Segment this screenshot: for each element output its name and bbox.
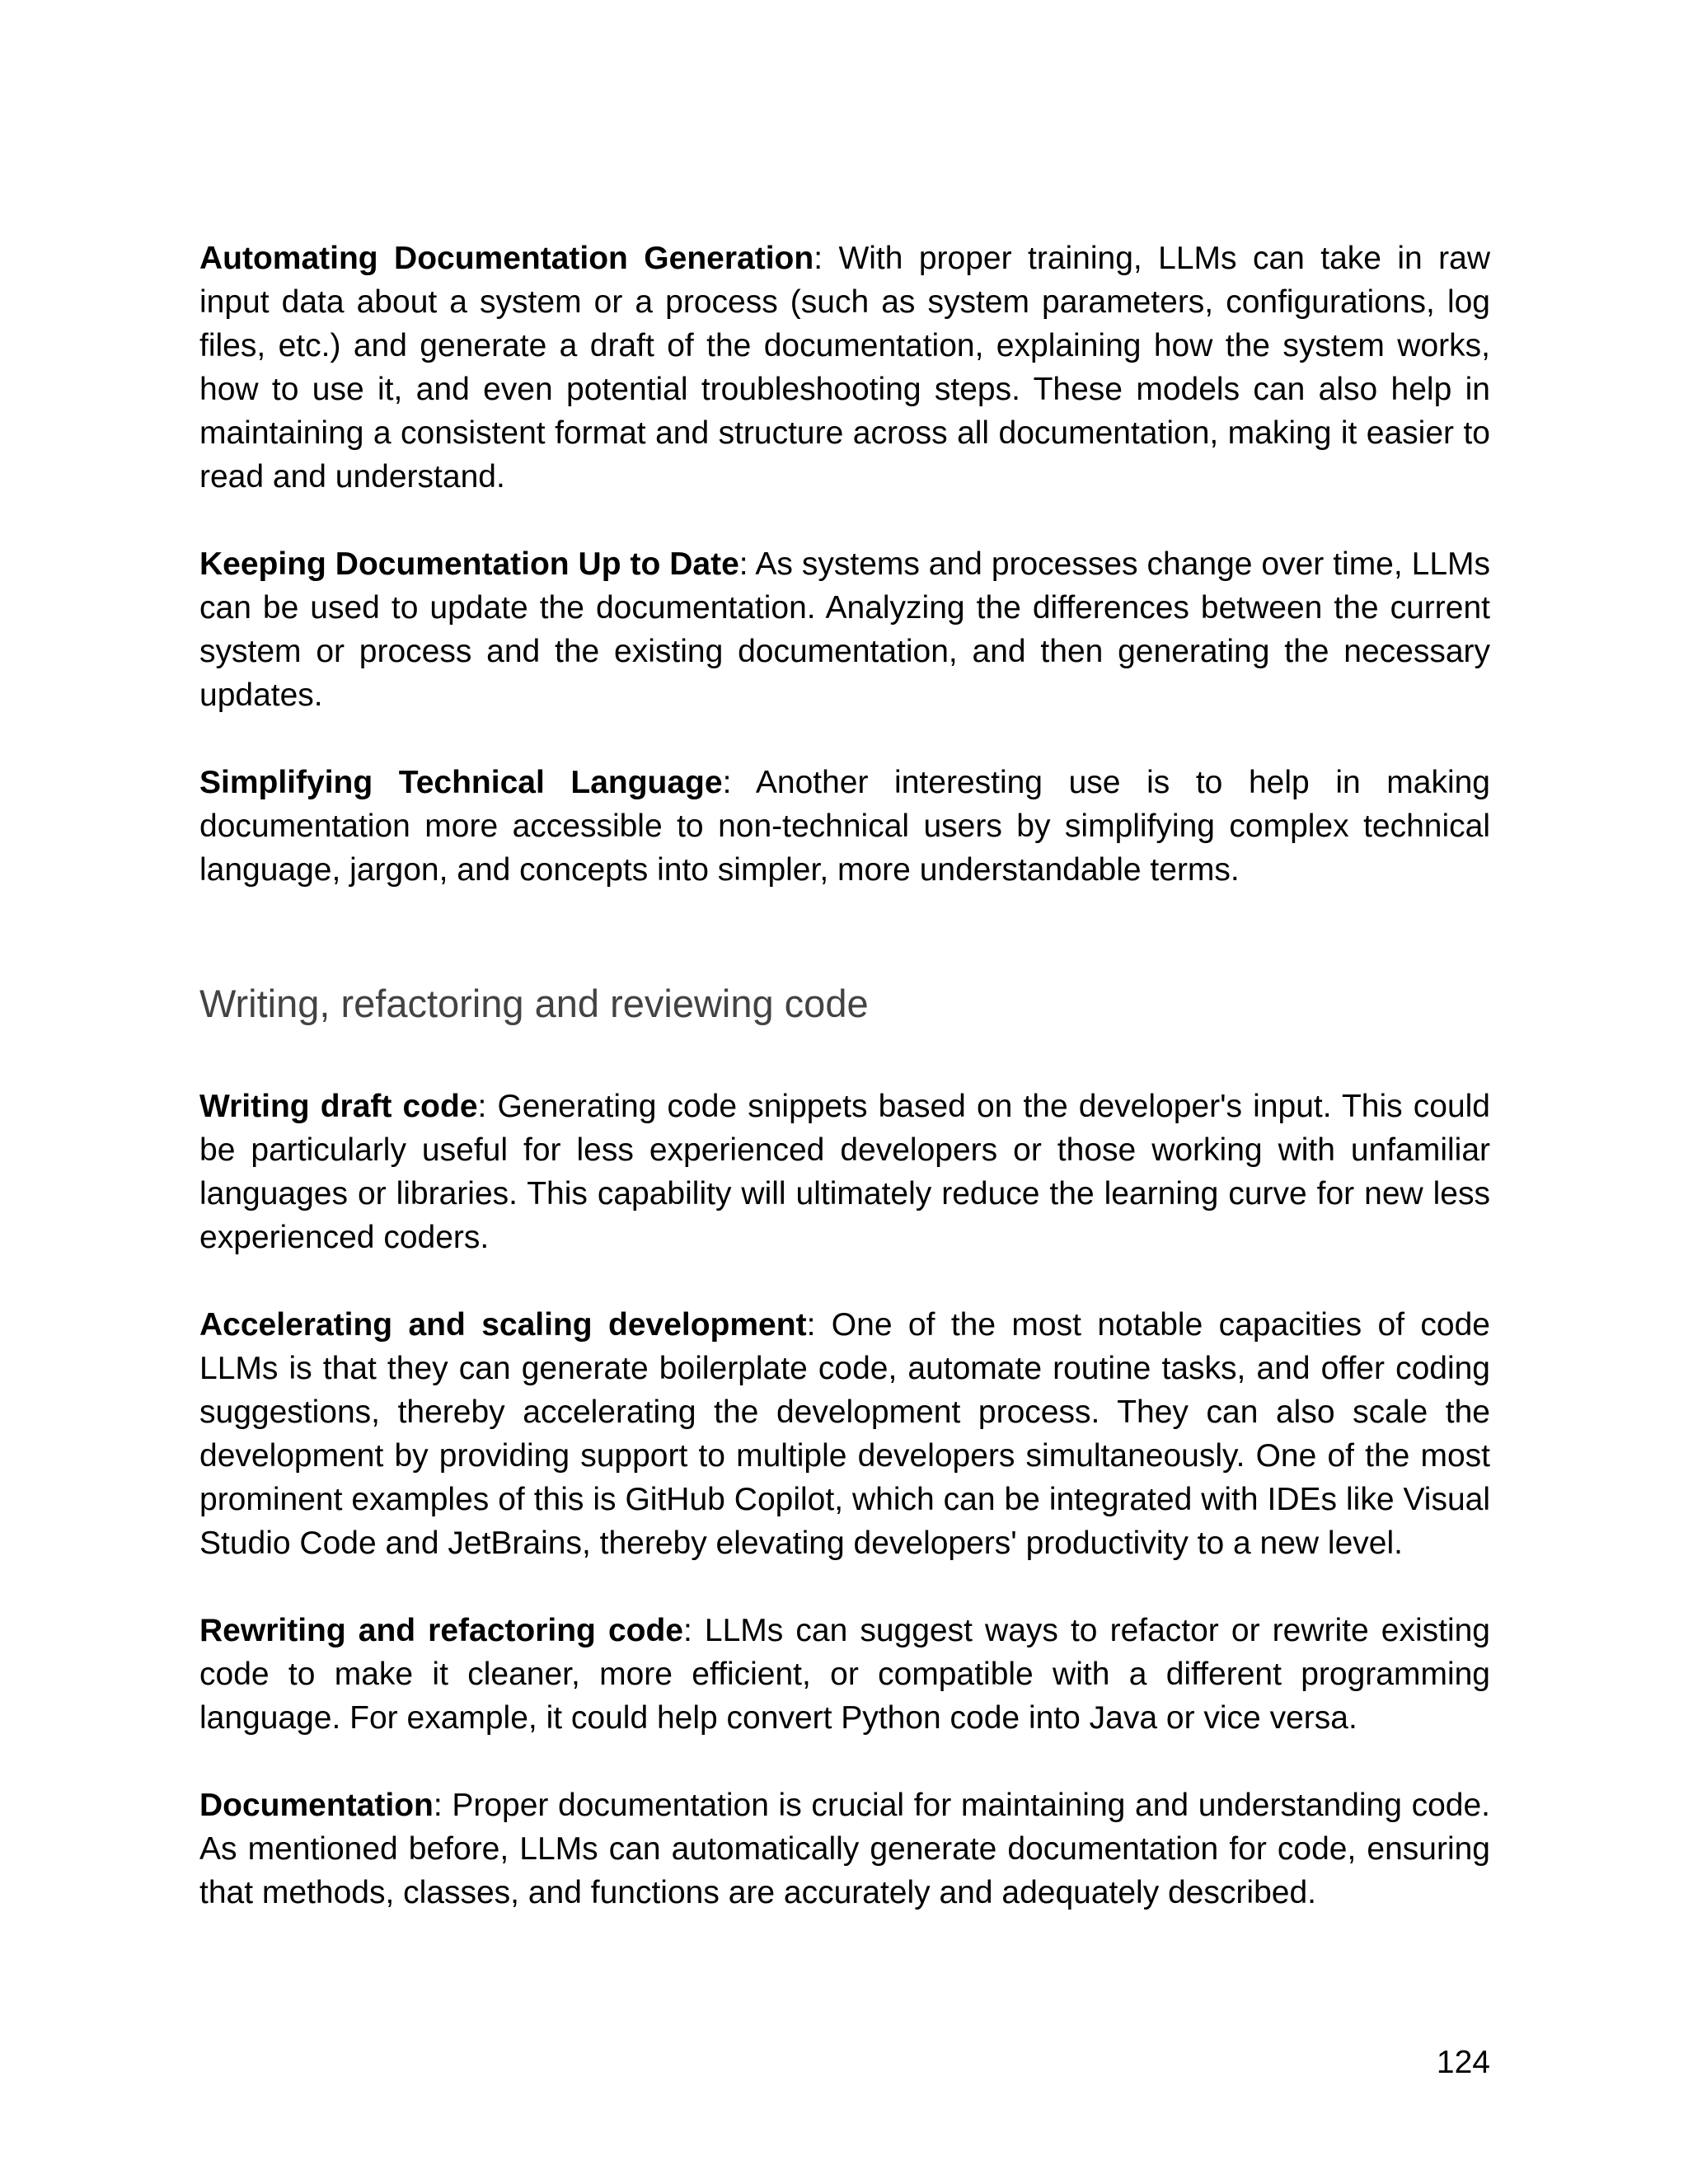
page-number: 124	[1436, 2045, 1490, 2080]
paragraph-simplifying-language	[199, 761, 1490, 892]
paragraph-keeping-up-to-date	[199, 542, 1490, 717]
section-heading: Writing, refactoring and reviewing code	[199, 982, 869, 1025]
paragraph-accelerating-development	[199, 1303, 1490, 1565]
term-writing-draft-code: Writing draft code	[199, 1089, 478, 1124]
paragraph-writing-draft-code	[199, 1085, 1490, 1259]
paragraph-text: : Generating code snippets based on the developer's input. This could be particularly useful for less experienced developers or those working with unfamiliar languages or libraries. This capability will ultimately reduce the learning curve for new less experienced coders.	[199, 1089, 1491, 1255]
term-automating-documentation: Automating Documentation Generation	[199, 241, 814, 276]
paragraph-documentation	[199, 1783, 1490, 1915]
paragraph-text: : One of the most notable capacities of code LLMs is that they can generate boilerplate code, automate routine tasks, and offer coding suggestions, thereby accelerating the development process. They can also scale the development by providing support to multiple developers simultaneously. One of the most prominent examples of this is GitHub Copilot, which can be integrated with IDEs like Visual Studio Code and JetBrains, thereby elevating developers' productivity to a new level.	[199, 1307, 1490, 1561]
term-rewriting-refactoring: Rewriting and refactoring code	[199, 1613, 683, 1648]
paragraph-text: : Another interesting use is to help in making documentation more accessible to non-technical users by simplifying complex technical language, jargon, and concepts into simpler, more understandable terms.	[199, 765, 1490, 888]
term-accelerating-development: Accelerating and scaling development	[199, 1307, 807, 1343]
page-body	[199, 237, 1490, 1958]
term-documentation: Documentation	[199, 1788, 434, 1823]
paragraph-text: : With proper training, LLMs can take in raw input data about a system or a process (such as system parameters, configurations, log files, etc.) and generate a draft of the documentation, explaining how the system works, how to use it, and even potential troubleshooting steps. These models can also help in maintaining a consistent format and structure across all documentation, making it easier to read and understand.	[199, 241, 1490, 494]
term-simplifying-language: Simplifying Technical Language	[199, 765, 723, 800]
term-keeping-up-to-date: Keeping Documentation Up to Date	[199, 546, 739, 582]
paragraph-text: : As systems and processes change over time, LLMs can be used to update the documentation. Analyzing the differences between the current system or process and the existing documentation, and then generating the necessary updates.	[199, 546, 1491, 713]
paragraph-text: : LLMs can suggest ways to refactor or rewrite existing code to make it cleaner, more efficient, or compatible with a different programming language. For example, it could help convert Python code into Java or vice versa.	[199, 1613, 1490, 1736]
paragraph-text: : Proper documentation is crucial for maintaining and understanding code. As mentioned before, LLMs can automatically generate documentation for code, ensuring that methods, classes, and functions are accurately and adequately described.	[199, 1788, 1490, 1910]
paragraph-automating-documentation	[199, 237, 1490, 499]
paragraph-rewriting-refactoring	[199, 1609, 1490, 1740]
